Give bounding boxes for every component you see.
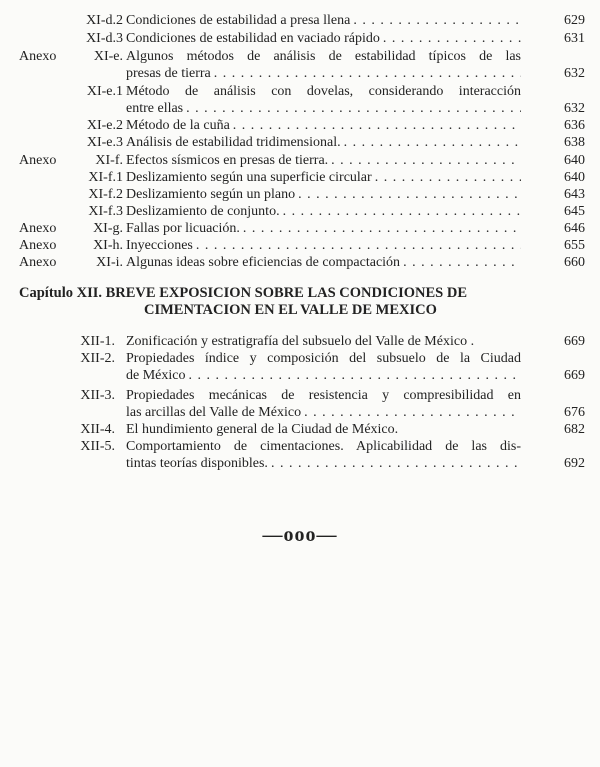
chapter-heading-line1: Capítulo XII. BREVE EXPOSICION SOBRE LAS CONDICIONES DE <box>19 285 467 301</box>
toc-entry <box>0 152 600 169</box>
toc-entry <box>0 387 600 404</box>
entry-title: Fallas por licuación. <box>126 221 240 236</box>
entry-code: XII-4. <box>80 422 115 437</box>
toc-entry-continuation <box>0 100 600 117</box>
entry-title: Deslizamiento según un plano <box>126 187 296 202</box>
entry-title: Algunos métodos de análisis de estabilidad típicos de las <box>126 49 521 64</box>
entry-code: XI-e.3 <box>86 135 123 150</box>
page-number: 692 <box>564 456 585 471</box>
page-number: 636 <box>564 118 585 133</box>
toc-entry <box>0 438 600 455</box>
entry-code: XI-e.2 <box>86 118 123 133</box>
entry-code: XII-2. <box>80 351 115 366</box>
entry-title: Algunas ideas sobre eficiencias de compactación <box>126 255 401 270</box>
annex-label: Anexo <box>19 221 57 236</box>
entry-code: XI-i. <box>96 255 123 270</box>
leader-dots <box>298 186 521 203</box>
entry-code: XII-5. <box>80 439 115 454</box>
entry-title-line2: entre ellas <box>126 101 184 116</box>
chapter-heading-line2: CIMENTACION EN EL VALLE DE MEXICO <box>144 302 437 318</box>
leader-dots <box>233 117 521 134</box>
entry-title: Deslizamiento según una superficie circular <box>126 170 372 185</box>
entry-title: Deslizamiento de conjunto. <box>126 204 280 219</box>
toc-entry <box>0 134 600 151</box>
page-number: 632 <box>564 101 585 116</box>
toc-entry <box>0 169 600 186</box>
toc-entry-continuation <box>0 367 600 384</box>
section-separator: —ooo— <box>262 524 338 546</box>
page-number: 669 <box>564 368 585 383</box>
leader-dots <box>344 134 521 151</box>
leader-dots <box>186 100 521 117</box>
entry-title: Propiedades índice y composición del subsuelo de la Ciudad <box>126 351 521 366</box>
leader-dots <box>375 169 521 186</box>
toc-entry-continuation <box>0 404 600 421</box>
page-number: 655 <box>564 238 585 253</box>
page-number: 669 <box>564 334 585 349</box>
page-number: 645 <box>564 204 585 219</box>
entry-title: Análisis de estabilidad tridimensional. <box>126 135 341 150</box>
leader-dots <box>304 404 521 421</box>
page-number: 640 <box>564 170 585 185</box>
annex-label: Anexo <box>19 255 57 270</box>
entry-code: XI-d.2 <box>86 13 123 28</box>
entry-code: XI-f.2 <box>88 187 123 202</box>
entry-code: XI-g. <box>93 221 123 236</box>
toc-entry <box>0 83 600 100</box>
page-number: 660 <box>564 255 585 270</box>
leader-dots <box>331 152 521 169</box>
entry-title: Condiciones de estabilidad a presa llena <box>126 13 351 28</box>
leader-dots <box>403 254 521 271</box>
page-number: 629 <box>564 13 585 28</box>
toc-entry <box>0 203 600 220</box>
toc-entry <box>0 117 600 134</box>
entry-title-line2: de México <box>126 368 186 383</box>
page-number: 646 <box>564 221 585 236</box>
toc-entry <box>0 12 600 29</box>
leader-dots <box>271 455 521 472</box>
entry-title-line2: las arcillas del Valle de México <box>126 405 302 420</box>
entry-title: Comportamiento de cimentaciones. Aplicabilidad de las dis- <box>126 439 521 454</box>
toc-entry <box>0 237 600 254</box>
entry-title-line2: presas de tierra <box>126 66 211 81</box>
toc-entry <box>0 220 600 237</box>
toc-entry <box>0 350 600 367</box>
leader-dots <box>188 367 521 384</box>
page-number: 631 <box>564 31 585 46</box>
annex-label: Anexo <box>19 238 57 253</box>
entry-code: XI-f.1 <box>88 170 123 185</box>
page-number: 632 <box>564 66 585 81</box>
entry-code: XI-h. <box>93 238 123 253</box>
leader-dots <box>196 237 521 254</box>
entry-title: Efectos sísmicos en presas de tierra. <box>126 153 329 168</box>
page-number: 640 <box>564 153 585 168</box>
entry-code: XI-e.1 <box>86 84 123 99</box>
leader-dots <box>353 12 521 29</box>
entry-title: Condiciones de estabilidad en vaciado rápido <box>126 31 380 46</box>
entry-title: El hundimiento general de la Ciudad de México. <box>126 422 399 437</box>
leader-dots <box>383 30 521 47</box>
entry-title: Método de la cuña <box>126 118 230 133</box>
toc-entry-continuation <box>0 455 600 472</box>
entry-title-line2: tintas teorías disponibles. <box>126 456 268 471</box>
entry-code: XII-3. <box>80 388 115 403</box>
page-number: 638 <box>564 135 585 150</box>
leader-dots <box>214 65 521 82</box>
entry-code: XI-f. <box>95 153 123 168</box>
page-number: 643 <box>564 187 585 202</box>
leader-dots <box>283 203 521 220</box>
toc-entry <box>0 421 600 438</box>
page-number: 682 <box>564 422 585 437</box>
entry-title: Inyecciones <box>126 238 193 253</box>
toc-entry <box>0 254 600 271</box>
annex-label: Anexo <box>19 153 57 168</box>
entry-code: XI-d.3 <box>86 31 123 46</box>
entry-title: Método de análisis con dovelas, considerando interacción <box>126 84 521 99</box>
leader-dots <box>243 220 521 237</box>
toc-entry <box>0 186 600 203</box>
entry-code: XI-f.3 <box>88 204 123 219</box>
toc-entry <box>0 333 600 350</box>
chapter-heading <box>19 284 579 302</box>
toc-entry <box>0 30 600 47</box>
annex-label: Anexo <box>19 49 57 64</box>
toc-entry-continuation <box>0 65 600 82</box>
page-number: 676 <box>564 405 585 420</box>
entry-code: XII-1. <box>80 334 115 349</box>
toc-entry <box>0 48 600 65</box>
entry-title: Propiedades mecánicas de resistencia y compresibilidad en <box>126 388 521 403</box>
entry-code: XI-e. <box>93 49 123 64</box>
entry-title: Zonificación y estratigrafía del subsuelo del Valle de México . <box>126 334 475 349</box>
